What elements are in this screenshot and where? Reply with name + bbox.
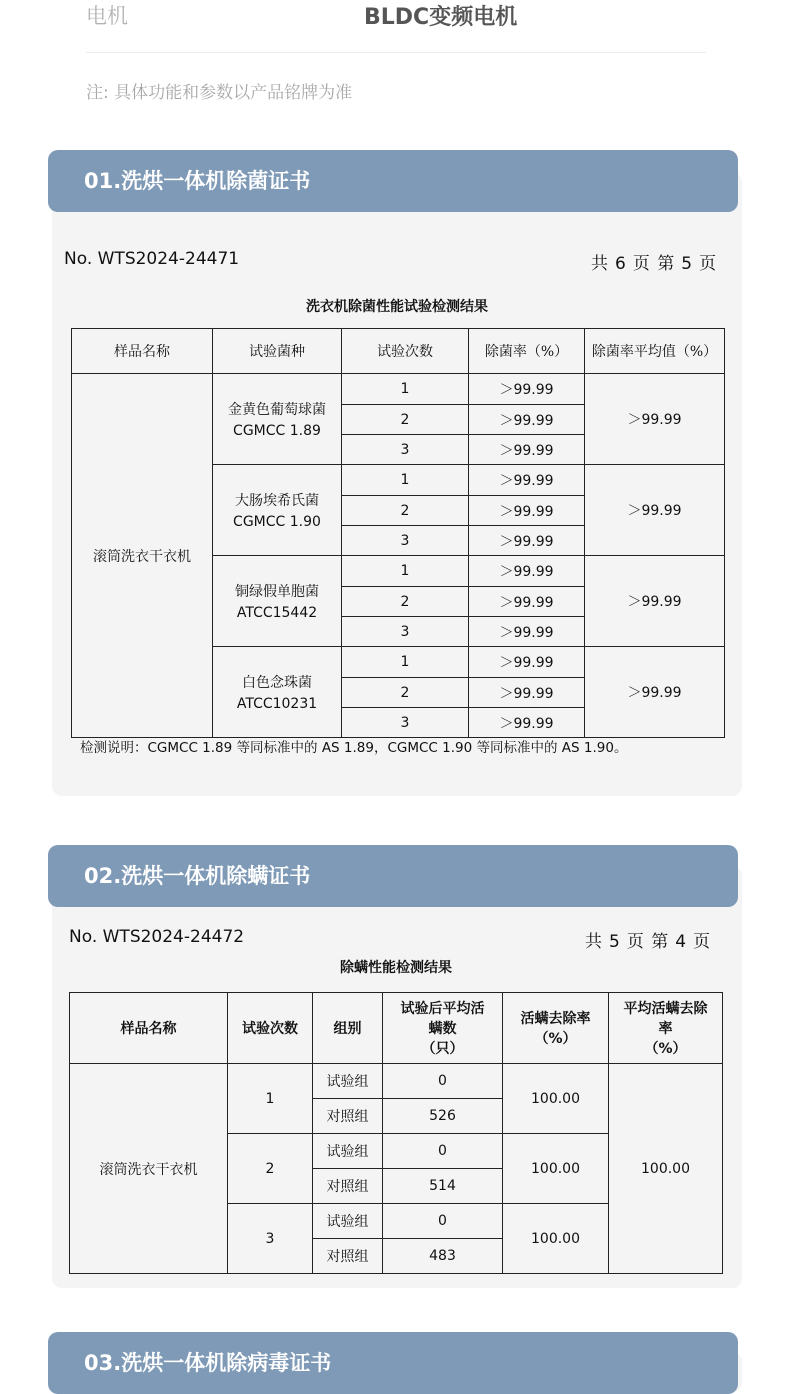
strain-name: 铜绿假单胞菌: [235, 584, 319, 600]
strain-code: CGMCC 1.90: [233, 514, 321, 530]
rate-cell: ＞99.99: [469, 678, 585, 708]
doc-number-2: No. WTS2024-24472: [69, 927, 245, 947]
header-sample: 样品名称: [70, 993, 228, 1064]
rate-cell: ＞99.99: [469, 617, 585, 647]
table-title-1: 洗衣机除菌性能试验检测结果: [306, 299, 488, 315]
run-cell: 3: [342, 526, 469, 556]
sample-name-cell: 滚筒洗衣干衣机: [72, 374, 213, 738]
group-cell: 对照组: [313, 1169, 383, 1204]
count-cell: 0: [383, 1204, 503, 1239]
run-cell: 2: [342, 587, 469, 617]
run-cell: 1: [228, 1064, 313, 1134]
run-cell: 2: [228, 1134, 313, 1204]
strain-code: ATCC10231: [236, 696, 318, 712]
run-cell: 3: [342, 617, 469, 647]
header-avg-mite-count: 试验后平均活 螨数 （只）: [383, 993, 503, 1064]
rate-cell: ＞99.99: [469, 526, 585, 556]
spec-label: 电机: [86, 4, 128, 28]
avg-rate-cell: ＞99.99: [585, 465, 725, 556]
rate-cell: ＞99.99: [469, 496, 585, 526]
group-cell: 对照组: [313, 1099, 383, 1134]
disclaimer-note: 注: 具体功能和参数以产品铭牌为准: [86, 83, 353, 103]
header-sample: 样品名称: [72, 329, 213, 374]
run-cell: 3: [228, 1204, 313, 1274]
table-header-row: [70, 993, 723, 1064]
rate-cell: ＞99.99: [469, 374, 585, 405]
header-avg-rate: 除菌率平均值（%）: [585, 329, 725, 374]
header-avg-removal-rate: 平均活螨去除 率 （%）: [609, 993, 723, 1064]
rate-cell: ＞99.99: [469, 405, 585, 435]
avg-rate-cell: ＞99.99: [585, 374, 725, 465]
run-cell: 1: [342, 647, 469, 678]
header-group: 组别: [313, 993, 383, 1064]
avg-rate-cell: ＞99.99: [585, 647, 725, 738]
count-cell: 0: [383, 1064, 503, 1099]
table-row: [70, 1064, 723, 1099]
rate-cell: ＞99.99: [469, 587, 585, 617]
run-cell: 1: [342, 465, 469, 496]
strain-cell: [213, 374, 342, 465]
count-cell: 526: [383, 1099, 503, 1134]
section-banner-1: 01.洗烘一体机除菌证书: [48, 150, 738, 212]
strain-name: 白色念珠菌: [242, 675, 312, 691]
spec-row-motor: [86, 0, 706, 53]
header-removal-rate: 活螨去除率 （%）: [503, 993, 609, 1064]
strain-cell: [213, 647, 342, 738]
table-header-row: [72, 329, 725, 374]
mite-removal-results-table: [69, 992, 723, 1274]
run-cell: 3: [342, 435, 469, 465]
rate-cell: ＞99.99: [469, 465, 585, 496]
removal-rate-cell: 100.00: [503, 1134, 609, 1204]
strain-name: 大肠埃希氏菌: [235, 493, 319, 509]
avg-removal-rate-cell: 100.00: [609, 1064, 723, 1274]
strain-cell: [213, 465, 342, 556]
rate-cell: ＞99.99: [469, 435, 585, 465]
sterilization-results-table: [71, 328, 725, 738]
doc-number-1: No. WTS2024-24471: [64, 249, 240, 269]
page-indicator-1: 共 6 页 第 5 页: [591, 254, 718, 274]
test-remark: 检测说明：CGMCC 1.89 等同标准中的 AS 1.89，CGMCC 1.90 等同标准中的 AS 1.90。: [80, 740, 628, 756]
strain-code: ATCC15442: [236, 605, 318, 621]
section-banner-2: 02.洗烘一体机除螨证书: [48, 845, 738, 907]
spec-value: BLDC变频电机: [364, 5, 518, 30]
strain-cell: [213, 556, 342, 647]
table-row: [72, 374, 725, 405]
run-cell: 1: [342, 374, 469, 405]
group-cell: 试验组: [313, 1134, 383, 1169]
group-cell: 试验组: [313, 1204, 383, 1239]
avg-rate-cell: ＞99.99: [585, 556, 725, 647]
strain-name: 金黄色葡萄球菌: [228, 402, 326, 418]
sample-name-cell: 滚筒洗衣干衣机: [70, 1064, 228, 1274]
run-cell: 2: [342, 405, 469, 435]
run-cell: 2: [342, 678, 469, 708]
page-indicator-2: 共 5 页 第 4 页: [585, 932, 712, 952]
table-title-2: 除螨性能检测结果: [340, 960, 452, 976]
run-cell: 2: [342, 496, 469, 526]
header-run: 试验次数: [342, 329, 469, 374]
count-cell: 0: [383, 1134, 503, 1169]
group-cell: 对照组: [313, 1239, 383, 1274]
count-cell: 483: [383, 1239, 503, 1274]
section-banner-3: 03.洗烘一体机除病毒证书: [48, 1332, 738, 1394]
strain-code: CGMCC 1.89: [233, 423, 321, 439]
removal-rate-cell: 100.00: [503, 1064, 609, 1134]
header-rate: 除菌率（%）: [469, 329, 585, 374]
run-cell: 1: [342, 556, 469, 587]
rate-cell: ＞99.99: [469, 708, 585, 738]
count-cell: 514: [383, 1169, 503, 1204]
header-run: 试验次数: [228, 993, 313, 1064]
group-cell: 试验组: [313, 1064, 383, 1099]
header-strain: 试验菌种: [213, 329, 342, 374]
rate-cell: ＞99.99: [469, 556, 585, 587]
rate-cell: ＞99.99: [469, 647, 585, 678]
removal-rate-cell: 100.00: [503, 1204, 609, 1274]
run-cell: 3: [342, 708, 469, 738]
